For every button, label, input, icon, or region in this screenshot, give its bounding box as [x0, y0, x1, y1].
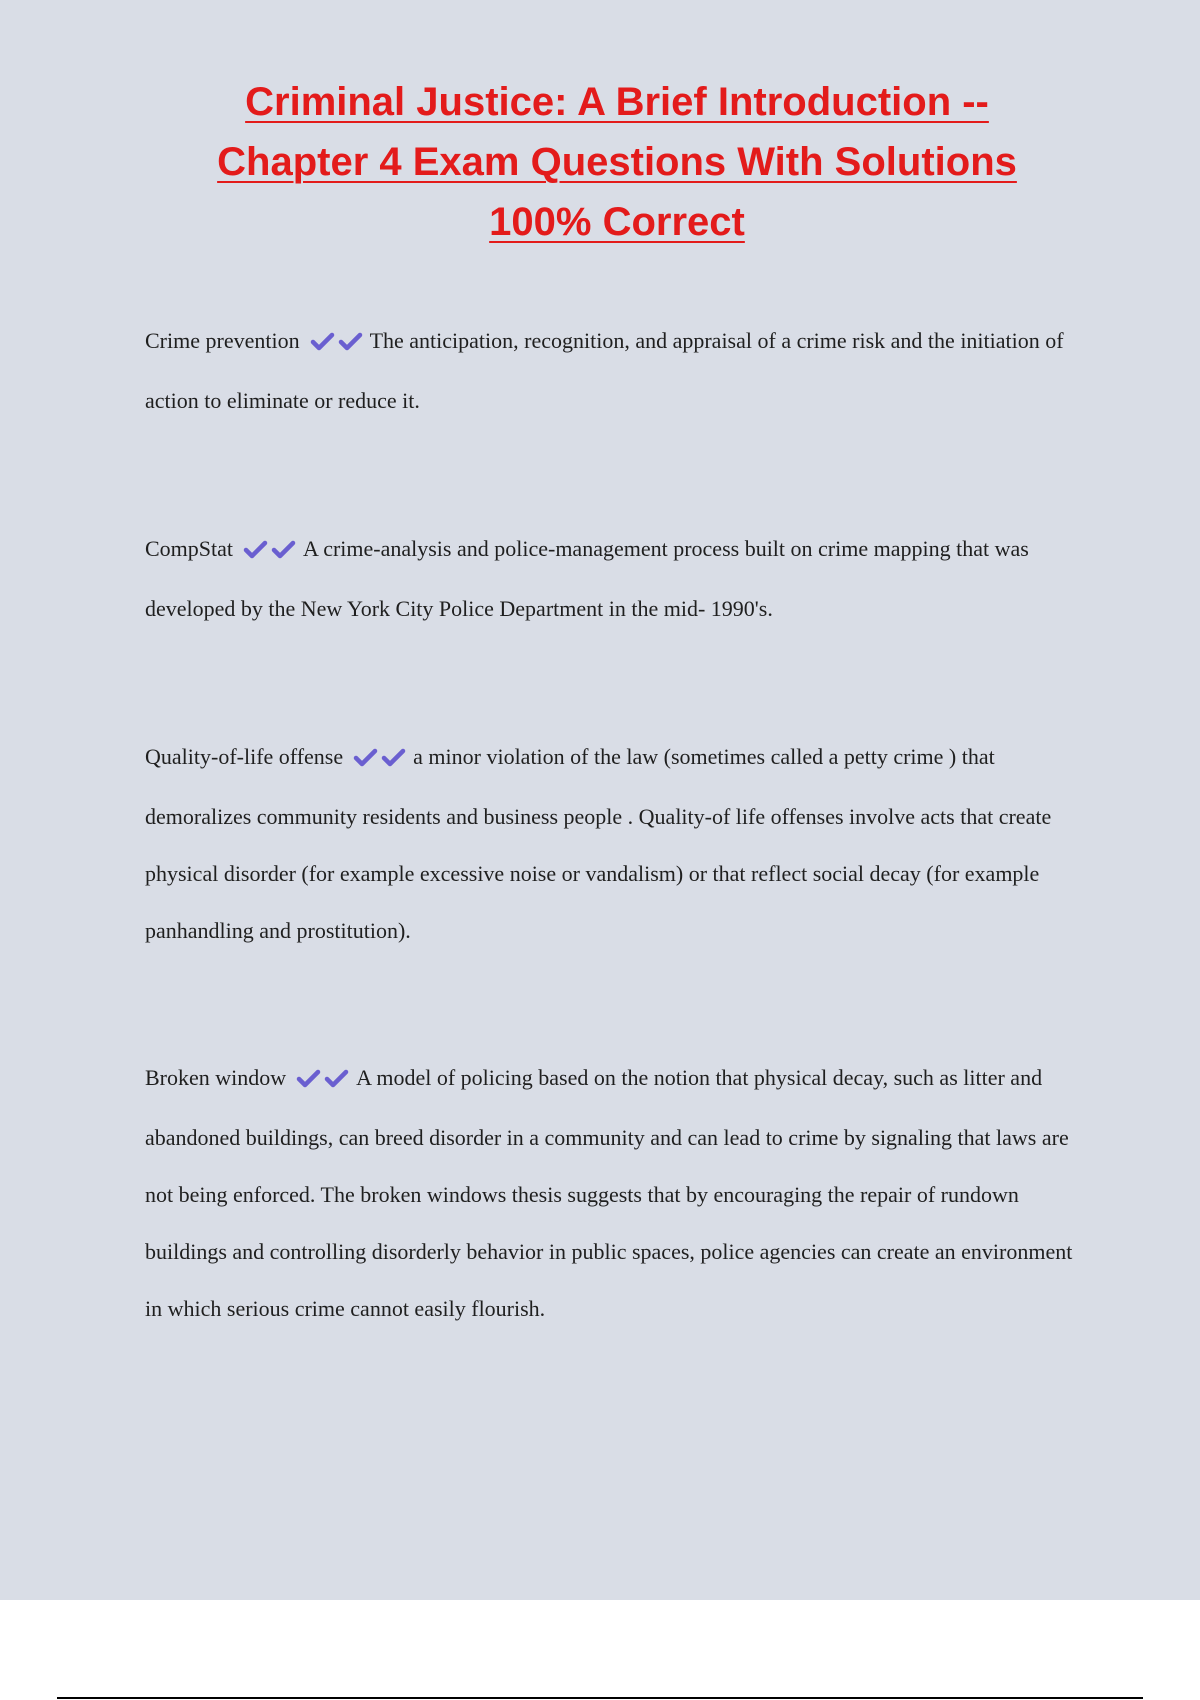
definition: A crime-analysis and police-management process built on crime mapping that was developed by the New York City Police Department in the mid- 1990's.: [145, 536, 1029, 621]
definition: a minor violation of the law (sometimes called a petty crime ) that demoralizes community residents and business people . Quality-of life offenses involve acts that create physical disorder (for example excessive noise or vandalism) or that reflect social decay (for example panhandling and prostitution).: [145, 744, 1052, 943]
footer-rule: [57, 1697, 1143, 1699]
answer-checks: [351, 731, 407, 788]
check-icon: [322, 1068, 350, 1088]
definition: The anticipation, recognition, and appraisal of a crime risk and the initiation of action to eliminate or reduce it.: [145, 328, 1064, 413]
title-line-1: Criminal Justice: A Brief Introduction --: [245, 80, 989, 124]
check-icon: [269, 539, 297, 559]
qa-item: [145, 520, 1090, 637]
check-icon: [336, 331, 364, 351]
title-line-3: 100% Correct: [489, 200, 745, 244]
check-icon: [308, 331, 336, 351]
check-icon: [241, 539, 269, 559]
definition: A model of policing based on the notion that physical decay, such as litter and abandoned buildings, can breed disorder in a community and can lead to crime by signaling that laws are not being enforced. The broken windows thesis suggests that by encouraging the repair of rundown buildings and controlling disorderly behavior in public spaces, police agencies can create an environment in which serious crime cannot easily flourish.: [145, 1065, 1073, 1321]
term: Crime prevention: [145, 328, 300, 353]
term: Quality-of-life offense: [145, 744, 344, 769]
qa-item: [145, 312, 1090, 429]
term: CompStat: [145, 536, 234, 561]
check-icon: [351, 747, 379, 767]
check-icon: [379, 747, 407, 767]
title-line-2: Chapter 4 Exam Questions With Solutions: [217, 140, 1017, 184]
answer-checks: [241, 523, 297, 580]
qa-item: [145, 1049, 1090, 1337]
document-title: [150, 72, 1084, 252]
qa-item: [145, 728, 1090, 959]
answer-checks: [294, 1052, 350, 1109]
term: Broken window: [145, 1065, 287, 1090]
check-icon: [294, 1068, 322, 1088]
answer-checks: [308, 315, 364, 372]
